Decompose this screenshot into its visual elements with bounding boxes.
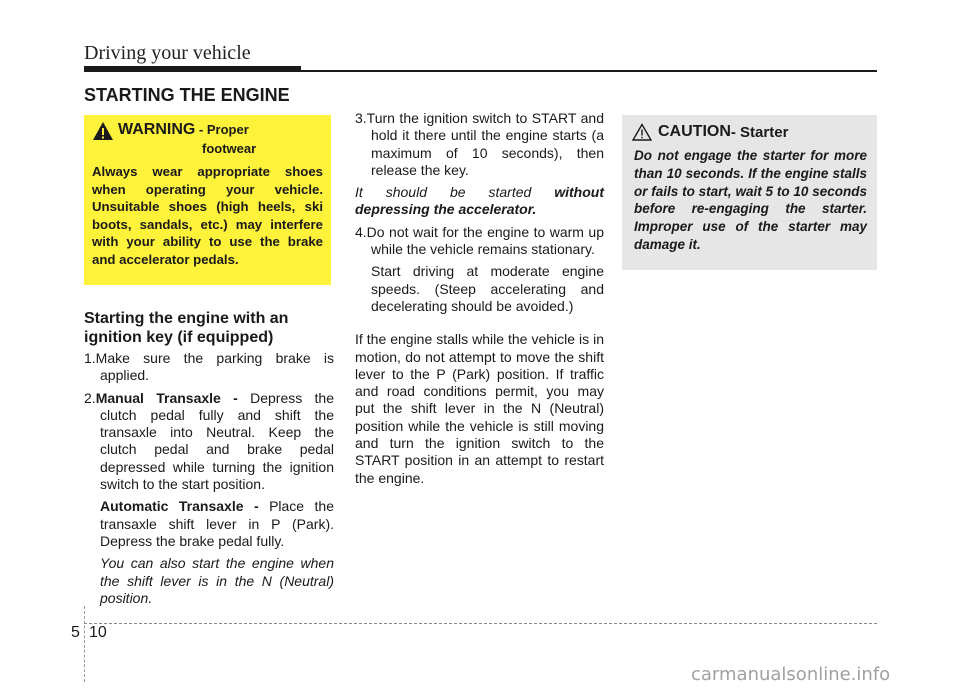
step-3: 3.Turn the ignition switch to START and hold it there until the engine starts (a maximum of 10 seconds), then release the key.: [355, 110, 604, 178]
step-2-number: 2.: [84, 389, 96, 406]
step-1: 1.Make sure the parking brake is applied.: [84, 350, 334, 384]
chapter-number: 5: [71, 624, 80, 641]
section-title: STARTING THE ENGINE: [84, 85, 290, 105]
step-2-text: Depress the clutch pedal fully and shift the transaxle into Neutral. Keep the clutch pedal and brake pedal depressed while turning the ignition switch to the start position.: [100, 389, 334, 493]
column-2-steps: [355, 110, 604, 487]
warning-body: Always wear appropriate shoes when operating your vehicle. Unsuitable shoes (high heels, ski boots, sandals, etc.) may interfere with your ability to use the brake and accelerator pedals.: [92, 164, 323, 267]
warning-box: [84, 115, 331, 285]
warning-subtitle: - Proper: [195, 122, 249, 137]
page-number: 10: [89, 624, 107, 641]
column-1-steps: [84, 350, 334, 607]
engine-stall-paragraph: If the engine stalls while the vehicle is in motion, do not attempt to move the shift lever to the P (Park) position. If traffic and road conditions permit, you may put the shift lever in the N (Neutral) position while the vehicle is still moving and turn the ignition switch to the START position in an attempt to restart the engine.: [355, 331, 604, 486]
manual-transaxle-label: Manual Transaxle -: [95, 389, 251, 406]
warning-title: WARNING: [118, 121, 196, 138]
subsection-heading: Starting the engine with an ignition key (if equipped): [84, 310, 289, 346]
caution-title: CAUTION: [658, 123, 731, 140]
step-2: [84, 390, 334, 494]
warning-header: [92, 121, 323, 141]
step-4-continued: Start driving at moderate engine speeds. (Steep accelerating and decelerating should be avoided.): [371, 263, 604, 314]
footer-rule: [84, 623, 877, 624]
accelerator-note: [355, 184, 604, 219]
accelerator-note-emphasis: without depressing the accelerator.: [355, 184, 604, 218]
header-rule-accent: [84, 66, 301, 72]
neutral-start-note: You can also start the engine when the shift lever is in the N (Neutral) position.: [100, 555, 334, 606]
automatic-transaxle-text: [84, 498, 334, 550]
automatic-transaxle-label: Automatic Transaxle -: [100, 498, 270, 515]
accelerator-note-intro: It should be started: [355, 184, 555, 201]
automatic-transaxle-instructions: Place the transaxle shift lever in P (Park). Depress the brake pedal fully.: [100, 498, 334, 549]
caution-header: [632, 123, 867, 141]
watermark: carmanualsonline.info: [691, 664, 891, 685]
footer-divider: [84, 606, 85, 682]
page-header-title: Driving your vehicle: [84, 42, 251, 64]
caution-triangle-icon: [632, 123, 652, 141]
caution-box: [622, 115, 877, 270]
step-4: 4.Do not wait for the engine to warm up while the vehicle remains stationary.: [355, 223, 604, 258]
warning-subtitle-2: footwear: [202, 141, 257, 156]
caution-body: Do not engage the starter for more than 10 seconds. If the engine stalls or fails to start, wait 5 to 10 seconds before re-engaging the starter. Improper use of the starter may damage it.: [634, 148, 867, 252]
caution-subtitle: - Starter: [730, 123, 789, 141]
warning-triangle-icon: [92, 121, 114, 141]
